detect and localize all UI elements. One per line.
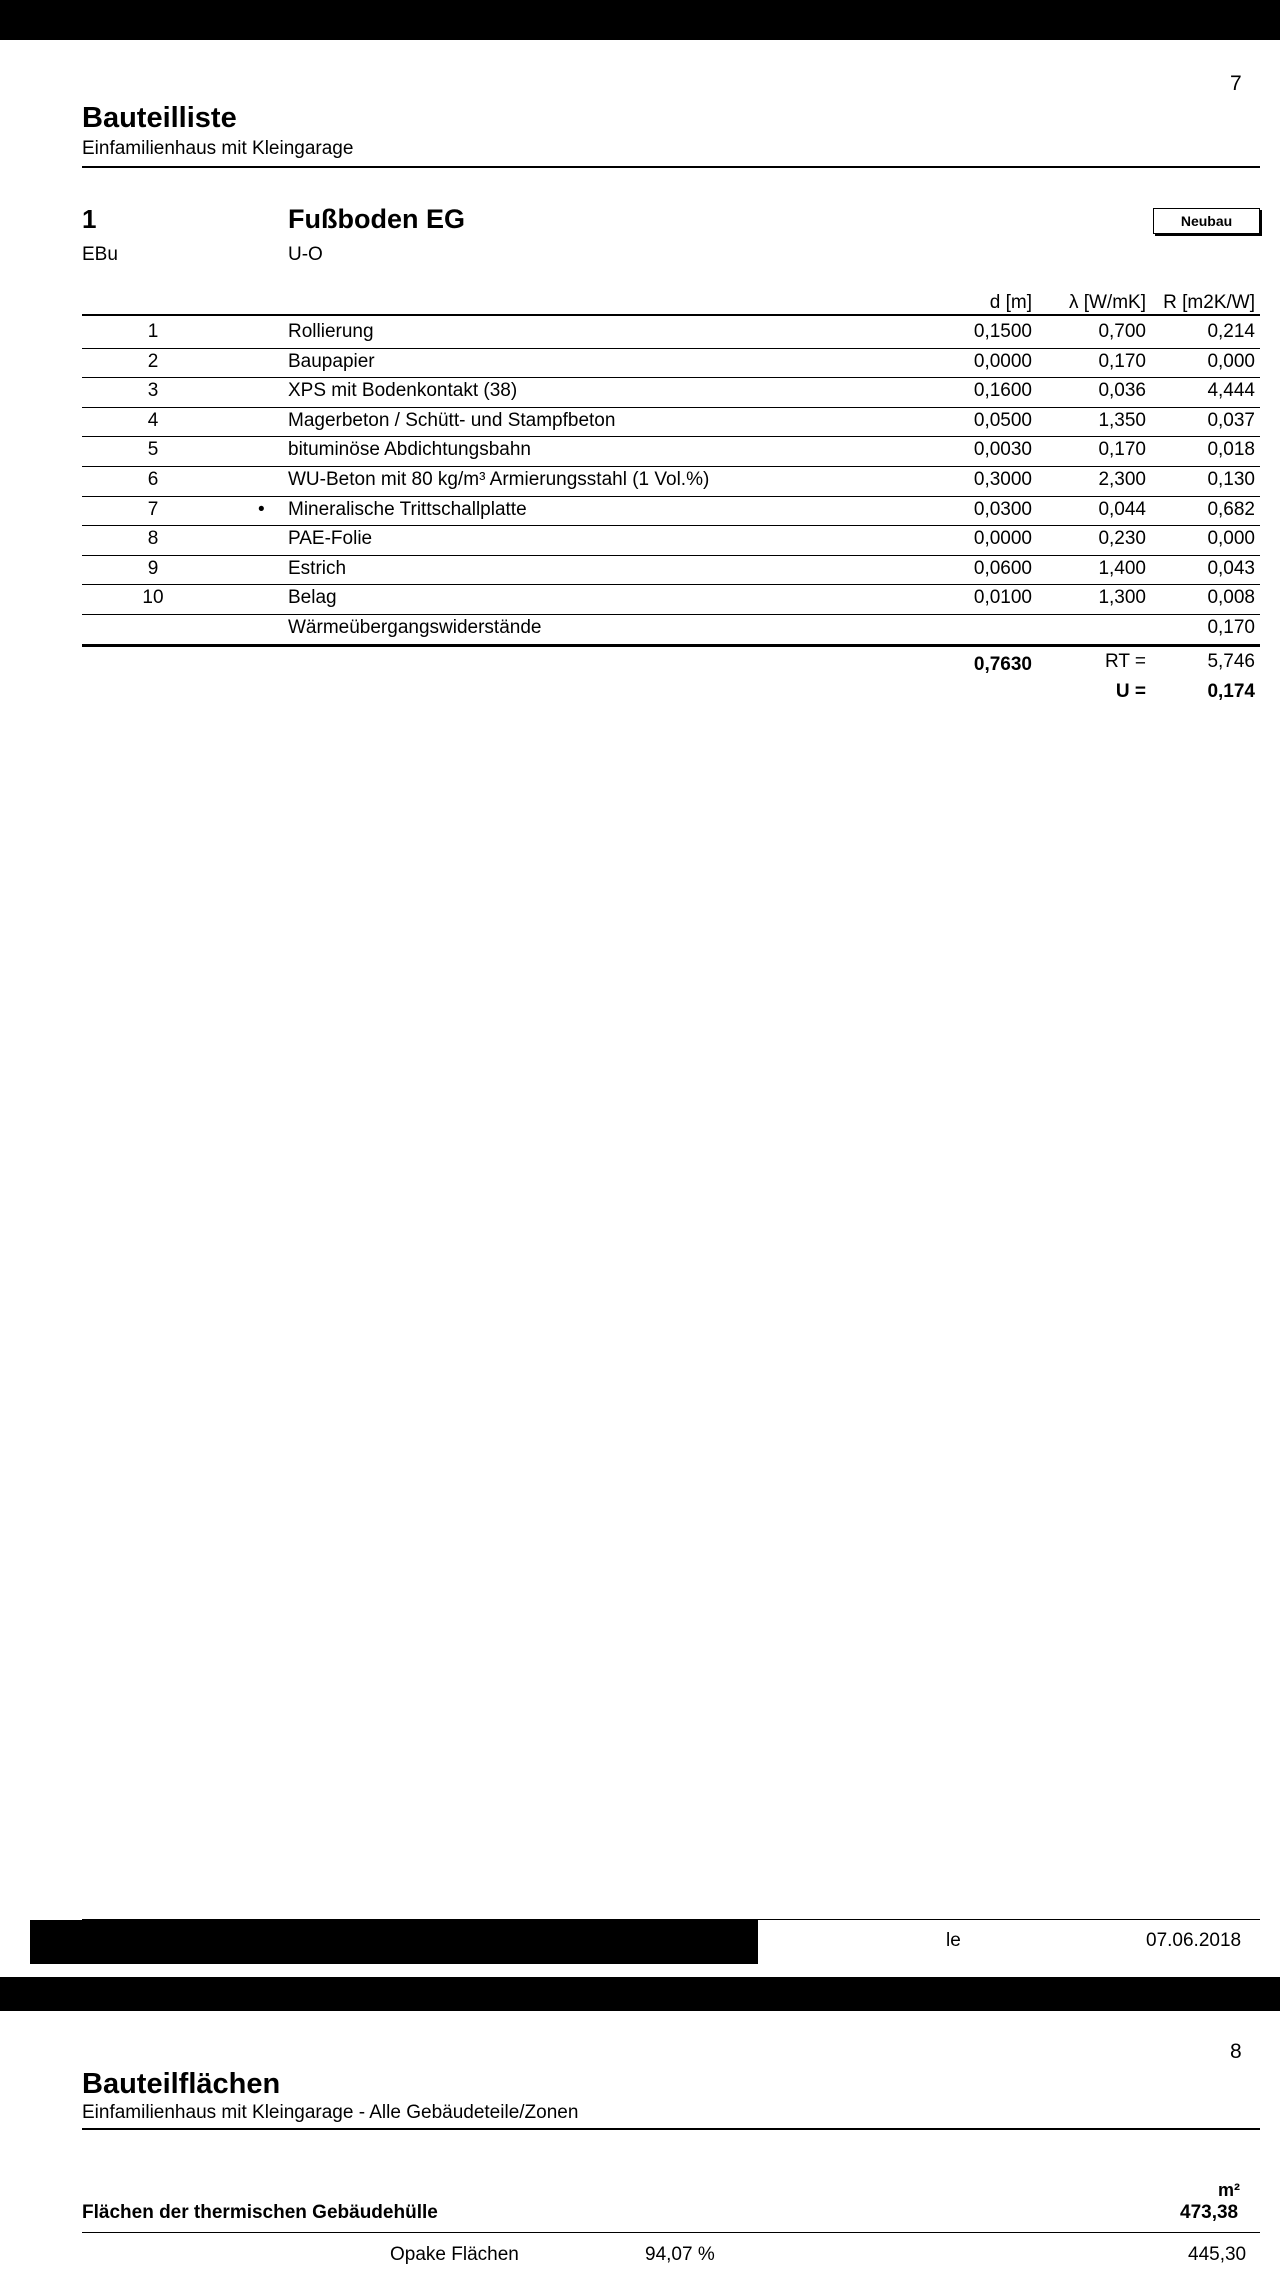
layer-lambda: 1,400	[1098, 557, 1146, 579]
top-scan-bar	[0, 0, 1280, 40]
column-header-lambda: λ [W/mK]	[1068, 292, 1146, 313]
layer-thickness: 0,0000	[973, 350, 1032, 372]
layer-thickness: 0,1600	[973, 380, 1032, 402]
u-value: 0,174	[1207, 681, 1255, 702]
section-label: Flächen der thermischen Gebäudehülle	[82, 2202, 438, 2223]
footer-initials: le	[946, 1930, 961, 1951]
layer-name: Baupapier	[288, 350, 375, 372]
layer-bullet: •	[258, 498, 265, 520]
component-name: Fußboden EG	[288, 204, 465, 234]
totals-divider	[82, 645, 1260, 647]
layer-thickness: 0,0500	[973, 409, 1032, 431]
layer-resistance: 0,043	[1207, 557, 1255, 579]
layer-resistance: 0,000	[1207, 528, 1255, 550]
layer-lambda: 1,350	[1098, 409, 1146, 431]
page-title: Bauteilliste	[82, 102, 237, 134]
layer-lambda: 0,170	[1098, 439, 1146, 461]
row-divider	[82, 436, 1260, 437]
layer-name: Mineralische Trittschallplatte	[288, 498, 527, 520]
layer-number: 5	[147, 439, 159, 461]
footer-date: 07.06.2018	[1146, 1930, 1242, 1951]
section-total: 473,38	[1180, 2202, 1239, 2223]
header-divider	[82, 314, 1260, 316]
layer-resistance: 0,682	[1207, 498, 1255, 520]
section-divider	[82, 2232, 1260, 2233]
layer-name: XPS mit Bodenkontakt (38)	[288, 380, 518, 402]
layer-lambda: 0,044	[1098, 498, 1146, 520]
layer-number: 2	[147, 350, 159, 372]
page-subtitle: Einfamilienhaus mit Kleingarage	[82, 138, 354, 159]
layer-name: bituminöse Abdichtungsbahn	[288, 439, 531, 461]
page-number-2: 8	[1230, 2040, 1242, 2063]
title-divider-2	[82, 2128, 1260, 2130]
layer-thickness: 0,0030	[973, 439, 1032, 461]
layer-number: 3	[147, 380, 159, 402]
row-divider	[82, 466, 1260, 467]
page-subtitle-2: Einfamilienhaus mit Kleingarage - Alle Gebäudeteile/Zonen	[82, 2102, 579, 2123]
component-number: 1	[82, 204, 97, 234]
layer-name: PAE-Folie	[288, 528, 373, 550]
layer-number: 4	[147, 409, 159, 431]
layer-number: 7	[147, 498, 159, 520]
layer-resistance: 0,170	[1207, 617, 1255, 638]
layer-number: 1	[147, 321, 159, 342]
page-title-2: Bauteilflächen	[82, 2068, 281, 2100]
layer-thickness: 0,0000	[973, 528, 1032, 550]
area-row-label: Opake Flächen	[390, 2244, 519, 2265]
layer-thickness: 0,0100	[973, 587, 1032, 609]
title-divider	[82, 166, 1260, 168]
layer-resistance: 0,008	[1207, 587, 1255, 609]
layer-resistance: 4,444	[1207, 380, 1255, 402]
layer-number: 10	[142, 587, 164, 609]
row-divider	[82, 525, 1260, 526]
area-row-percent: 94,07 %	[645, 2244, 715, 2265]
layer-name: Rollierung	[288, 321, 374, 342]
layer-resistance: 0,000	[1207, 350, 1255, 372]
layer-name: Estrich	[288, 557, 347, 579]
layer-resistance: 0,037	[1207, 409, 1255, 431]
row-divider	[82, 348, 1260, 349]
component-code: EBu	[82, 244, 118, 265]
row-divider	[82, 614, 1260, 615]
layer-thickness: 0,3000	[973, 469, 1032, 490]
rt-label: RT =	[1104, 651, 1146, 672]
layer-name: WU-Beton mit 80 kg/m³ Armierungsstahl (1 Vol.%)	[288, 469, 710, 490]
status-badge: Neubau	[1153, 208, 1260, 234]
footer-divider	[82, 1919, 1260, 1920]
total-thickness: 0,7630	[973, 654, 1032, 675]
page-separator-bar	[0, 1977, 1280, 2011]
layer-thickness: 0,0600	[973, 557, 1032, 579]
row-divider	[82, 555, 1260, 556]
area-unit: m²	[1218, 2180, 1240, 2200]
component-type: U-O	[288, 244, 323, 265]
layer-number: 9	[147, 557, 159, 579]
layer-lambda: 0,700	[1098, 321, 1146, 342]
layer-name: Belag	[288, 587, 337, 609]
redaction-block	[30, 1920, 758, 1964]
row-divider	[82, 407, 1260, 408]
column-header-d: d [m]	[989, 292, 1032, 313]
layer-resistance: 0,214	[1207, 321, 1255, 342]
layer-name: Wärmeübergangswiderstände	[288, 617, 542, 638]
layer-number: 6	[147, 469, 159, 490]
layer-thickness: 0,0300	[973, 498, 1032, 520]
row-divider	[82, 496, 1260, 497]
u-label: U =	[1115, 681, 1146, 702]
row-divider	[82, 377, 1260, 378]
layer-name: Magerbeton / Schütt- und Stampfbeton	[288, 409, 616, 431]
layer-lambda: 0,230	[1098, 528, 1146, 550]
layer-number: 8	[147, 528, 159, 550]
column-header-r: R [m2K/W]	[1163, 292, 1255, 313]
layer-lambda: 2,300	[1098, 469, 1146, 490]
layer-resistance: 0,018	[1207, 439, 1255, 461]
layer-resistance: 0,130	[1207, 469, 1255, 490]
row-divider	[82, 584, 1260, 585]
area-row-value: 445,30	[1188, 2244, 1247, 2265]
layer-lambda: 0,170	[1098, 350, 1146, 372]
page-number: 7	[1230, 72, 1242, 95]
layer-lambda: 1,300	[1098, 587, 1146, 609]
layer-lambda: 0,036	[1098, 380, 1146, 402]
rt-value: 5,746	[1207, 651, 1255, 672]
layer-thickness: 0,1500	[973, 321, 1032, 342]
